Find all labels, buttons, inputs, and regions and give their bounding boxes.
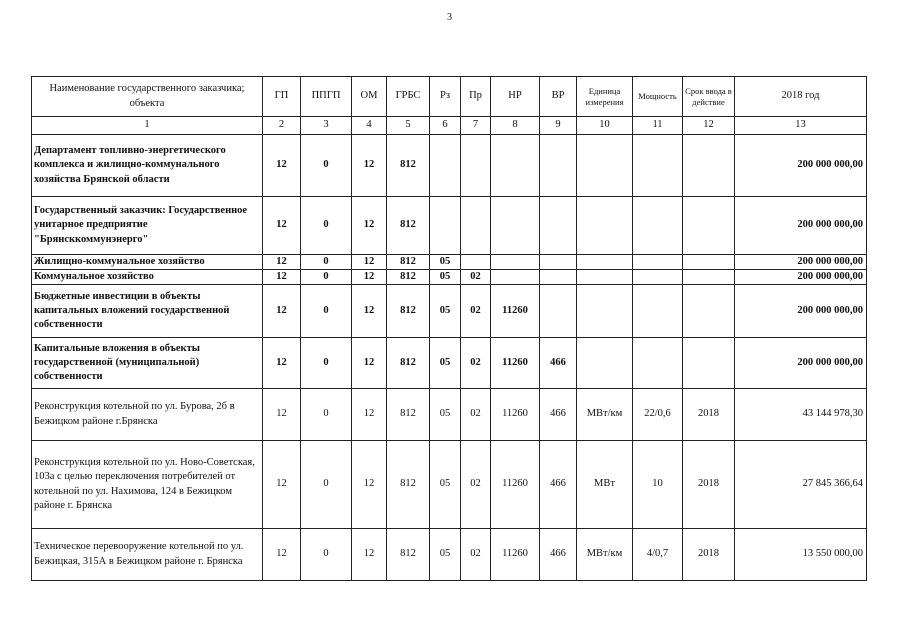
table-cell: [683, 255, 735, 270]
table-cell: [461, 255, 491, 270]
table-cell: 12: [263, 270, 301, 285]
table-cell: 812: [387, 529, 430, 581]
table-cell: [461, 197, 491, 255]
table-cell: [633, 255, 683, 270]
table-cell: 12: [352, 255, 387, 270]
table-cell: 02: [461, 529, 491, 581]
amount-cell: 43 144 978,30: [735, 389, 867, 441]
table-cell: [577, 270, 633, 285]
table-cell: 10: [633, 441, 683, 529]
table-cell: 12: [263, 135, 301, 197]
table-cell: 12: [263, 389, 301, 441]
table-cell: 02: [461, 389, 491, 441]
table-cell: 2018: [683, 529, 735, 581]
table-cell: 812: [387, 338, 430, 389]
name-cell: Реконструкция котельной по ул. Ново-Советская, 103а с целью переключения потребителей от котельной по ул. Нахимова, 124 в Бежицком районе г. Брянска: [32, 441, 263, 529]
column-number: 8: [491, 117, 540, 135]
table-cell: [430, 197, 461, 255]
column-number: 13: [735, 117, 867, 135]
amount-cell: 27 845 366,64: [735, 441, 867, 529]
header-cell: НР: [491, 77, 540, 117]
table-cell: 12: [263, 197, 301, 255]
table-cell: [491, 270, 540, 285]
table-cell: 12: [352, 197, 387, 255]
header-cell: Наименование государственного заказчика; объекта: [32, 77, 263, 117]
table-cell: 0: [301, 255, 352, 270]
column-number: 10: [577, 117, 633, 135]
amount-cell: 200 000 000,00: [735, 197, 867, 255]
table-cell: 05: [430, 270, 461, 285]
table-row: [32, 135, 867, 197]
table-row: [32, 389, 867, 441]
table-cell: 11260: [491, 338, 540, 389]
table-cell: [633, 338, 683, 389]
table-cell: [461, 135, 491, 197]
table-cell: [577, 285, 633, 338]
column-number: 2: [263, 117, 301, 135]
table-cell: 0: [301, 338, 352, 389]
table-cell: [491, 197, 540, 255]
header-cell: Рз: [430, 77, 461, 117]
table-cell: 812: [387, 441, 430, 529]
page-number: 3: [447, 12, 452, 23]
table-cell: 12: [352, 338, 387, 389]
table-cell: 12: [263, 529, 301, 581]
table-cell: 11260: [491, 389, 540, 441]
column-number: 1: [32, 117, 263, 135]
column-number: 5: [387, 117, 430, 135]
amount-cell: 13 550 000,00: [735, 529, 867, 581]
table-cell: [577, 255, 633, 270]
header-cell: 2018 год: [735, 77, 867, 117]
table-cell: 05: [430, 389, 461, 441]
table-cell: 02: [461, 441, 491, 529]
table-cell: 12: [263, 338, 301, 389]
table-cell: 812: [387, 270, 430, 285]
table-cell: 4/0,7: [633, 529, 683, 581]
table-cell: 0: [301, 529, 352, 581]
table-cell: 22/0,6: [633, 389, 683, 441]
table-cell: 02: [461, 285, 491, 338]
table-cell: 05: [430, 441, 461, 529]
table-cell: 0: [301, 197, 352, 255]
table-cell: [540, 135, 577, 197]
column-number-row: [32, 117, 867, 135]
table-cell: МВт/км: [577, 389, 633, 441]
table-cell: [633, 285, 683, 338]
table-cell: 05: [430, 285, 461, 338]
amount-cell: 200 000 000,00: [735, 270, 867, 285]
column-number: 7: [461, 117, 491, 135]
table-cell: 05: [430, 338, 461, 389]
table-cell: 11260: [491, 529, 540, 581]
amount-cell: 200 000 000,00: [735, 255, 867, 270]
table-cell: 812: [387, 389, 430, 441]
column-number: 9: [540, 117, 577, 135]
header-cell: Мощность: [633, 77, 683, 117]
table-cell: 11260: [491, 441, 540, 529]
column-number: 11: [633, 117, 683, 135]
column-number: 6: [430, 117, 461, 135]
table-cell: [633, 270, 683, 285]
table-cell: 812: [387, 285, 430, 338]
table-cell: 02: [461, 270, 491, 285]
name-cell: Техническое перевооружение котельной по ул. Бежицкая, 315А в Бежицком районе г. Брянска: [32, 529, 263, 581]
table-cell: 466: [540, 389, 577, 441]
table-cell: 812: [387, 255, 430, 270]
amount-cell: 200 000 000,00: [735, 285, 867, 338]
table-cell: [683, 135, 735, 197]
table-cell: 05: [430, 255, 461, 270]
table-row: [32, 529, 867, 581]
column-number: 4: [352, 117, 387, 135]
table-cell: 466: [540, 529, 577, 581]
table-row: [32, 285, 867, 338]
table-cell: [683, 285, 735, 338]
table-row: [32, 197, 867, 255]
table-cell: [430, 135, 461, 197]
amount-cell: 200 000 000,00: [735, 135, 867, 197]
table-cell: [540, 197, 577, 255]
table-cell: 05: [430, 529, 461, 581]
table-cell: 12: [352, 441, 387, 529]
header-cell: Единица измерения: [577, 77, 633, 117]
table-cell: 02: [461, 338, 491, 389]
table-cell: 12: [352, 270, 387, 285]
table-cell: 466: [540, 338, 577, 389]
table-cell: 11260: [491, 285, 540, 338]
table-row: [32, 338, 867, 389]
header-cell: Срок ввода в действие: [683, 77, 735, 117]
table-cell: 12: [352, 135, 387, 197]
header-cell: ППГП: [301, 77, 352, 117]
table-row: [32, 255, 867, 270]
name-cell: Капитальные вложения в объекты государственной (муниципальной) собственности: [32, 338, 263, 389]
table-cell: 0: [301, 389, 352, 441]
column-number: 12: [683, 117, 735, 135]
table-cell: [540, 285, 577, 338]
name-cell: Реконструкция котельной по ул. Бурова, 2б в Бежицком районе г.Брянска: [32, 389, 263, 441]
table-cell: 2018: [683, 441, 735, 529]
table-cell: 812: [387, 197, 430, 255]
table-cell: [491, 255, 540, 270]
table-cell: [683, 197, 735, 255]
table-cell: [577, 197, 633, 255]
header-cell: Пр: [461, 77, 491, 117]
table-cell: [491, 135, 540, 197]
header-row: [32, 77, 867, 117]
header-cell: ГРБС: [387, 77, 430, 117]
header-cell: ОМ: [352, 77, 387, 117]
table-cell: 12: [352, 529, 387, 581]
name-cell: Коммунальное хозяйство: [32, 270, 263, 285]
name-cell: Жилищно-коммунальное хозяйство: [32, 255, 263, 270]
table-cell: 466: [540, 441, 577, 529]
table-cell: 12: [352, 285, 387, 338]
table-row: [32, 441, 867, 529]
table-cell: 2018: [683, 389, 735, 441]
table-cell: [577, 135, 633, 197]
table-cell: 812: [387, 135, 430, 197]
table-cell: 12: [263, 285, 301, 338]
budget-table: [31, 76, 867, 581]
table-cell: [540, 255, 577, 270]
name-cell: Бюджетные инвестиции в объекты капитальных вложений государственной собственности: [32, 285, 263, 338]
table-cell: 12: [263, 255, 301, 270]
table-cell: 0: [301, 270, 352, 285]
table-cell: 0: [301, 441, 352, 529]
column-number: 3: [301, 117, 352, 135]
table-cell: МВт/км: [577, 529, 633, 581]
table-cell: [540, 270, 577, 285]
table-cell: [577, 338, 633, 389]
table-cell: 0: [301, 135, 352, 197]
table-row: [32, 270, 867, 285]
name-cell: Департамент топливно-энергетического комплекса и жилищно-коммунального хозяйства Брянской области: [32, 135, 263, 197]
table-cell: МВт: [577, 441, 633, 529]
name-cell: Государственный заказчик: Государственное унитарное предприятие "Брянсккоммунэнерго": [32, 197, 263, 255]
table-cell: [633, 197, 683, 255]
amount-cell: 200 000 000,00: [735, 338, 867, 389]
table-cell: [633, 135, 683, 197]
table-cell: [683, 270, 735, 285]
table-cell: [683, 338, 735, 389]
header-cell: ГП: [263, 77, 301, 117]
table-cell: 12: [352, 389, 387, 441]
table-cell: 12: [263, 441, 301, 529]
header-cell: ВР: [540, 77, 577, 117]
table-cell: 0: [301, 285, 352, 338]
